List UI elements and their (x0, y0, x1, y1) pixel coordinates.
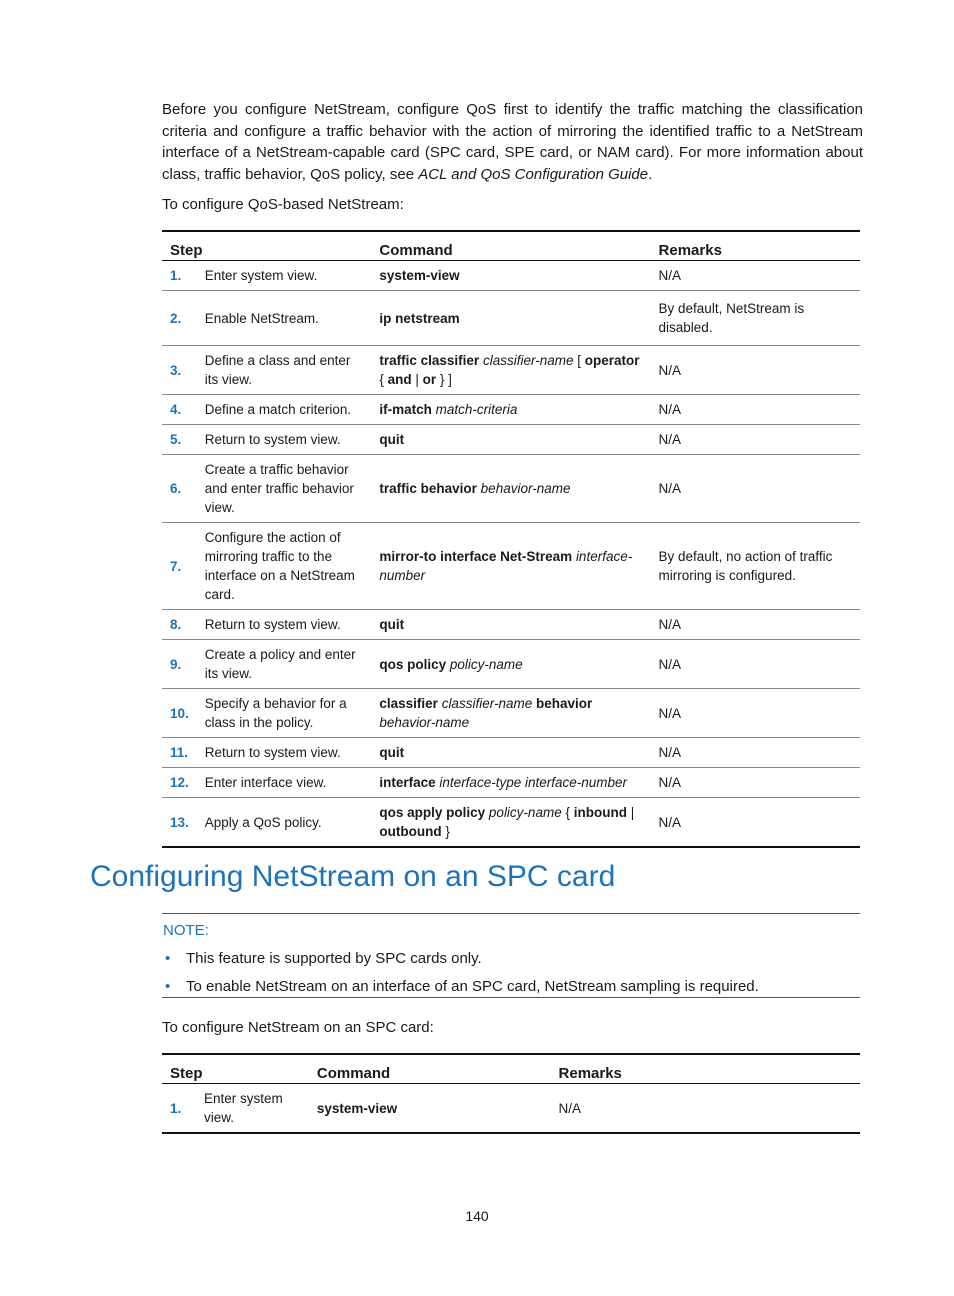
table-row (162, 1084, 860, 1134)
step-command: ip netstream (371, 291, 650, 346)
step-command: qos policy policy-name (371, 640, 650, 689)
guide-reference: ACL and QoS Configuration Guide (418, 165, 649, 183)
step-description: Enter interface view. (197, 768, 372, 798)
step-number: 9. (162, 640, 197, 689)
step-description: Configure the action of mirroring traffic to the interface on a NetStream card. (197, 523, 372, 610)
intro-paragraph (162, 99, 863, 185)
header-remarks: Remarks (551, 1054, 860, 1084)
step-number: 2. (162, 291, 197, 346)
step-description: Define a class and enter its view. (197, 346, 372, 395)
lead-text-1: To configure QoS-based NetStream: (162, 196, 404, 213)
step-remarks: N/A (651, 395, 860, 425)
step-remarks: N/A (651, 798, 860, 848)
bullet-icon: • (165, 978, 171, 995)
table-row (162, 640, 860, 689)
step-number: 5. (162, 425, 197, 455)
table-row (162, 523, 860, 610)
step-command: mirror-to interface Net-Stream interface-number (371, 523, 650, 610)
step-remarks: N/A (651, 640, 860, 689)
step-remarks: By default, NetStream is disabled. (651, 291, 860, 346)
step-remarks: N/A (651, 689, 860, 738)
step-number: 4. (162, 395, 197, 425)
step-remarks: N/A (651, 346, 860, 395)
qos-netstream-steps-table (162, 230, 860, 848)
step-description: Return to system view. (197, 738, 372, 768)
table-row (162, 689, 860, 738)
step-remarks: N/A (651, 425, 860, 455)
header-step: Step (162, 231, 371, 261)
table-row (162, 610, 860, 640)
step-description: Enter system view. (197, 261, 372, 291)
step-description: Create a traffic behavior and enter traffic behavior view. (197, 455, 372, 523)
step-description: Enable NetStream. (197, 291, 372, 346)
step-remarks: N/A (551, 1084, 860, 1134)
table-row (162, 455, 860, 523)
step-command: quit (371, 610, 650, 640)
header-remarks: Remarks (651, 231, 860, 261)
step-description: Return to system view. (197, 610, 372, 640)
step-description: Enter system view. (196, 1084, 309, 1134)
intro-text: Before you configure NetStream, configure QoS first to identify the traffic matching the classification criteria and configure a traffic behavior with the action of mirroring the identified traffic to a NetStream interface of a NetStream-capable card (SPC card, SPE card, or NAM card). For more information about class, traffic behavior, QoS policy, see (162, 101, 863, 183)
step-command: classifier classifier-name behavior behavior-name (371, 689, 650, 738)
table-row (162, 346, 860, 395)
step-number: 12. (162, 768, 197, 798)
step-number: 10. (162, 689, 197, 738)
note-item: To enable NetStream on an interface of an SPC card, NetStream sampling is required. (186, 978, 759, 995)
step-number: 11. (162, 738, 197, 768)
note-box (162, 913, 860, 998)
table-row (162, 291, 860, 346)
step-remarks: By default, no action of traffic mirroring is configured. (651, 523, 860, 610)
step-number: 6. (162, 455, 197, 523)
header-command: Command (371, 231, 650, 261)
step-number: 8. (162, 610, 197, 640)
step-command: interface interface-type interface-number (371, 768, 650, 798)
lead-text-2: To configure NetStream on an SPC card: (162, 1019, 434, 1036)
step-description: Specify a behavior for a class in the policy. (197, 689, 372, 738)
table-header-row (162, 1054, 860, 1084)
step-remarks: N/A (651, 261, 860, 291)
table-row (162, 768, 860, 798)
bullet-icon: • (165, 950, 171, 967)
step-remarks: N/A (651, 455, 860, 523)
header-step: Step (162, 1054, 309, 1084)
note-item: This feature is supported by SPC cards only. (186, 950, 482, 967)
table-row (162, 738, 860, 768)
spc-netstream-steps-table (162, 1053, 860, 1134)
page-number: 140 (465, 1208, 489, 1224)
step-number: 7. (162, 523, 197, 610)
header-command: Command (309, 1054, 551, 1084)
intro-end: . (648, 165, 653, 183)
step-description: Define a match criterion. (197, 395, 372, 425)
step-number: 13. (162, 798, 197, 848)
step-command: if-match match-criteria (371, 395, 650, 425)
step-description: Create a policy and enter its view. (197, 640, 372, 689)
step-command: system-view (371, 261, 650, 291)
step-description: Apply a QoS policy. (197, 798, 372, 848)
step-remarks: N/A (651, 610, 860, 640)
table-row (162, 261, 860, 291)
step-number: 3. (162, 346, 197, 395)
table-row (162, 395, 860, 425)
step-command: qos apply policy policy-name { inbound | outbound } (371, 798, 650, 848)
step-remarks: N/A (651, 738, 860, 768)
note-label: NOTE: (163, 922, 209, 939)
table-row (162, 425, 860, 455)
step-command: traffic classifier classifier-name [ operator { and | or } ] (371, 346, 650, 395)
step-command: quit (371, 425, 650, 455)
step-command: quit (371, 738, 650, 768)
step-description: Return to system view. (197, 425, 372, 455)
section-heading: Configuring NetStream on an SPC card (90, 860, 616, 893)
step-command: system-view (309, 1084, 551, 1134)
step-command: traffic behavior behavior-name (371, 455, 650, 523)
step-number: 1. (162, 261, 197, 291)
step-remarks: N/A (651, 768, 860, 798)
table-header-row (162, 231, 860, 261)
table-row (162, 798, 860, 848)
step-number: 1. (162, 1084, 196, 1134)
